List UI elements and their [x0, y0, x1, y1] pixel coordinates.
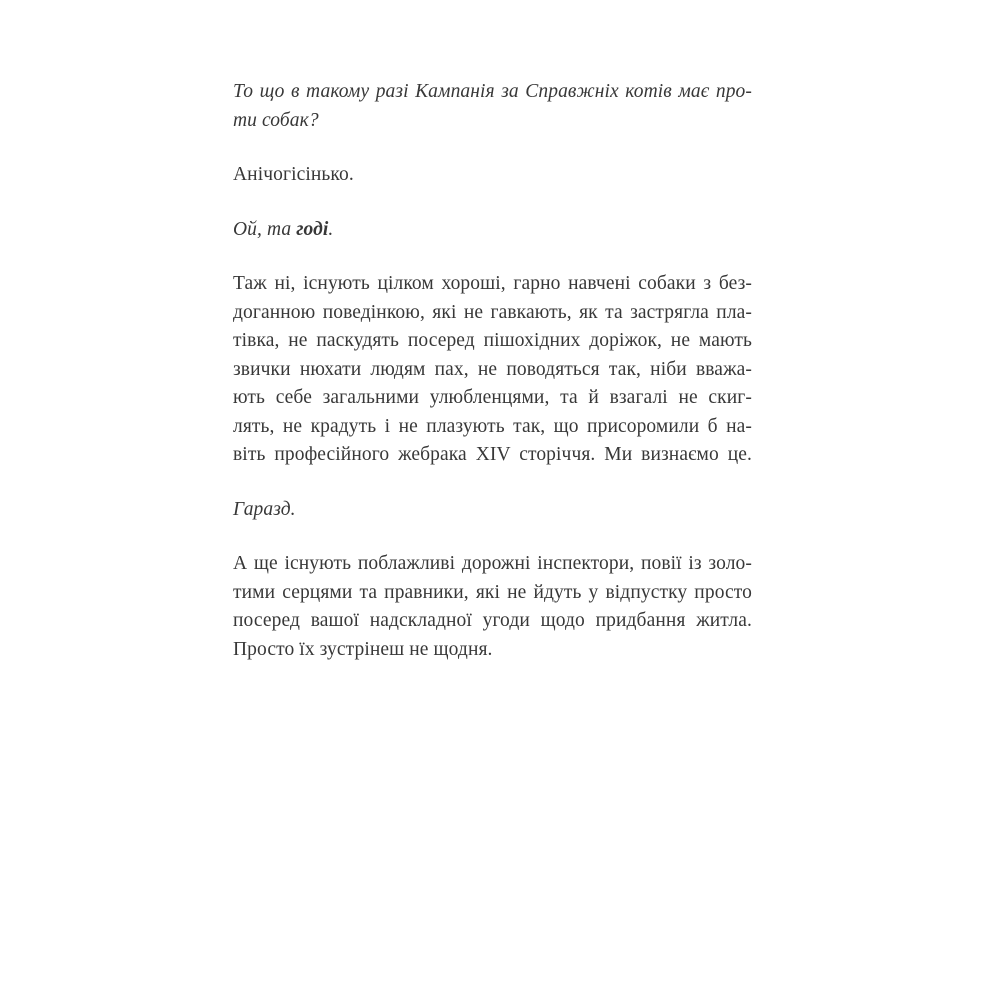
text-line: звички нюхати людям пах, не поводяться так, ніби вважа-: [233, 358, 752, 380]
text-block: [233, 78, 752, 664]
paragraph: [233, 78, 752, 135]
text-line: А ще існують поблажливі дорожні інспектори, повії із золо-: [233, 553, 752, 574]
text-line: лять, не крадуть і не плазують так, що присоромили б на-: [233, 415, 752, 437]
text-line: тими серцями та правники, які не йдуть у відпустку просто: [233, 581, 752, 603]
paragraph: [233, 216, 752, 245]
paragraph: [233, 270, 752, 470]
text-line: посеред вашої надскладної угоди щодо придбання житла.: [233, 610, 752, 631]
text-line: Гаразд.: [233, 498, 296, 520]
text-line: тівка, не паскудять посеред пішохідних доріжок, не мають: [233, 330, 752, 351]
text-line: То що в такому разі Кампанія за Справжніх котів має про-: [233, 81, 752, 102]
emphasized-word: годі: [296, 218, 329, 240]
text-line: Анічогісінько.: [233, 164, 354, 185]
text-line: ють себе загальними улюбленцями, та й взагалі не скиг-: [233, 387, 752, 408]
text-line: віть професійного жебрака XIV сторіччя. Ми визнаємо це.: [233, 444, 752, 465]
paragraph: [233, 161, 752, 190]
paragraph: [233, 496, 752, 525]
text-line: [233, 216, 752, 245]
text-line: ти собак?: [233, 109, 319, 131]
paragraph: [233, 550, 752, 664]
text-segment: Ой, та: [233, 218, 297, 240]
text-line: Просто їх зустрінеш не щодня.: [233, 638, 493, 660]
text-line: доганною поведінкою, які не гавкають, як та застрягла пла-: [233, 301, 752, 323]
text-line: Таж ні, існують цілком хороші, гарно навчені собаки з без-: [233, 273, 752, 294]
text-segment: .: [328, 218, 334, 240]
